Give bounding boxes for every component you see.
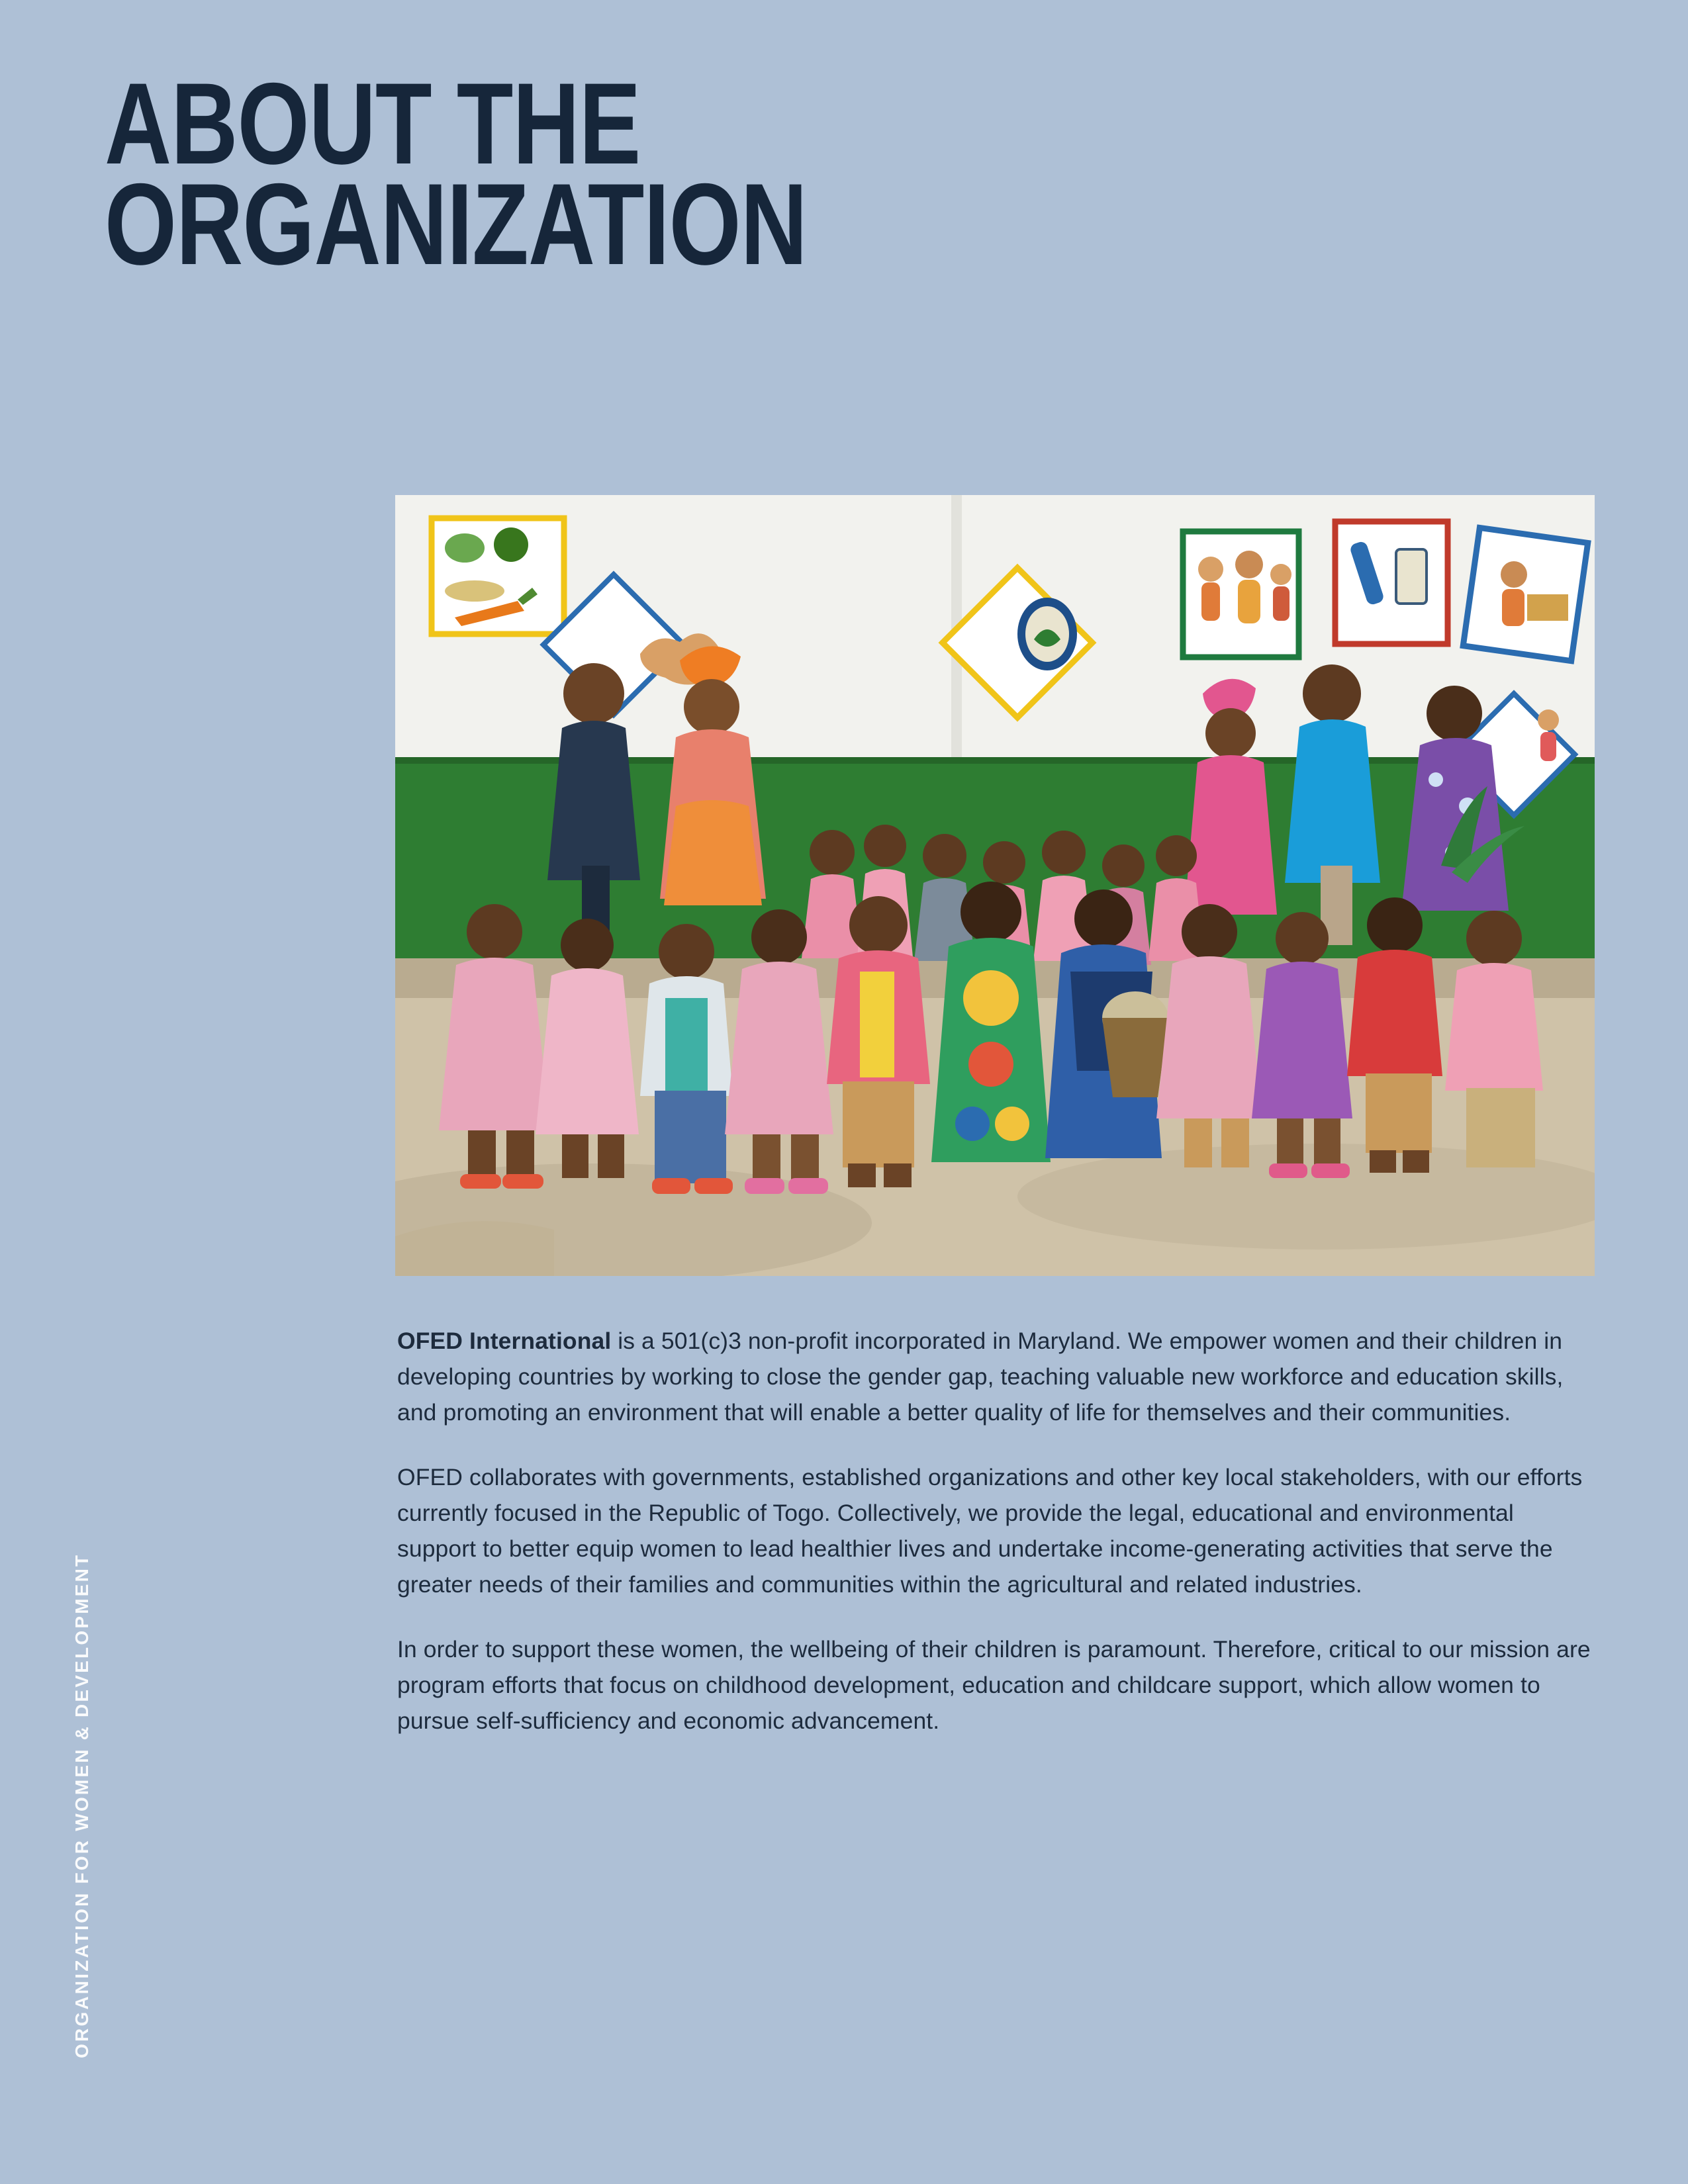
page-title-line-1: ABOUT THE — [105, 60, 641, 189]
vertical-organization-label: ORGANIZATION FOR WOMEN & DEVELOPMENT — [71, 1553, 92, 2058]
body-copy — [397, 1324, 1594, 1739]
organization-name: OFED International — [397, 1328, 612, 1354]
paragraph-1-rest: is a 501(c)3 non-profit incorporated in Maryland. We empower women and their children in developing countries by working to close the gender gap, teaching valuable new workforce and education skills, and promoting an environment that will enable a better quality of life for themselves and their communities. — [397, 1328, 1564, 1426]
page-title-line-2: ORGANIZATION — [105, 160, 808, 290]
page-title — [105, 60, 1098, 290]
group-photo-illustration — [395, 495, 1595, 1276]
paragraph-1 — [397, 1324, 1594, 1431]
paragraph-3: In order to support these women, the wellbeing of their children is paramount. Therefore, critical to our mission are program efforts that focus on childhood development, education and childcare support, which allow women to pursue self-sufficiency and economic advancement. — [397, 1635, 1591, 1734]
group-photo — [395, 495, 1595, 1276]
paragraph-2: OFED collaborates with governments, established organizations and other key local stakeholders, with our efforts currently focused in the Republic of Togo. Collectively, we provide the legal, educational and environmental support to better equip women to lead healthier lives and undertake income-generating activities that serve the greater needs of their families and communities within the agricultural and related industries. — [397, 1463, 1583, 1598]
